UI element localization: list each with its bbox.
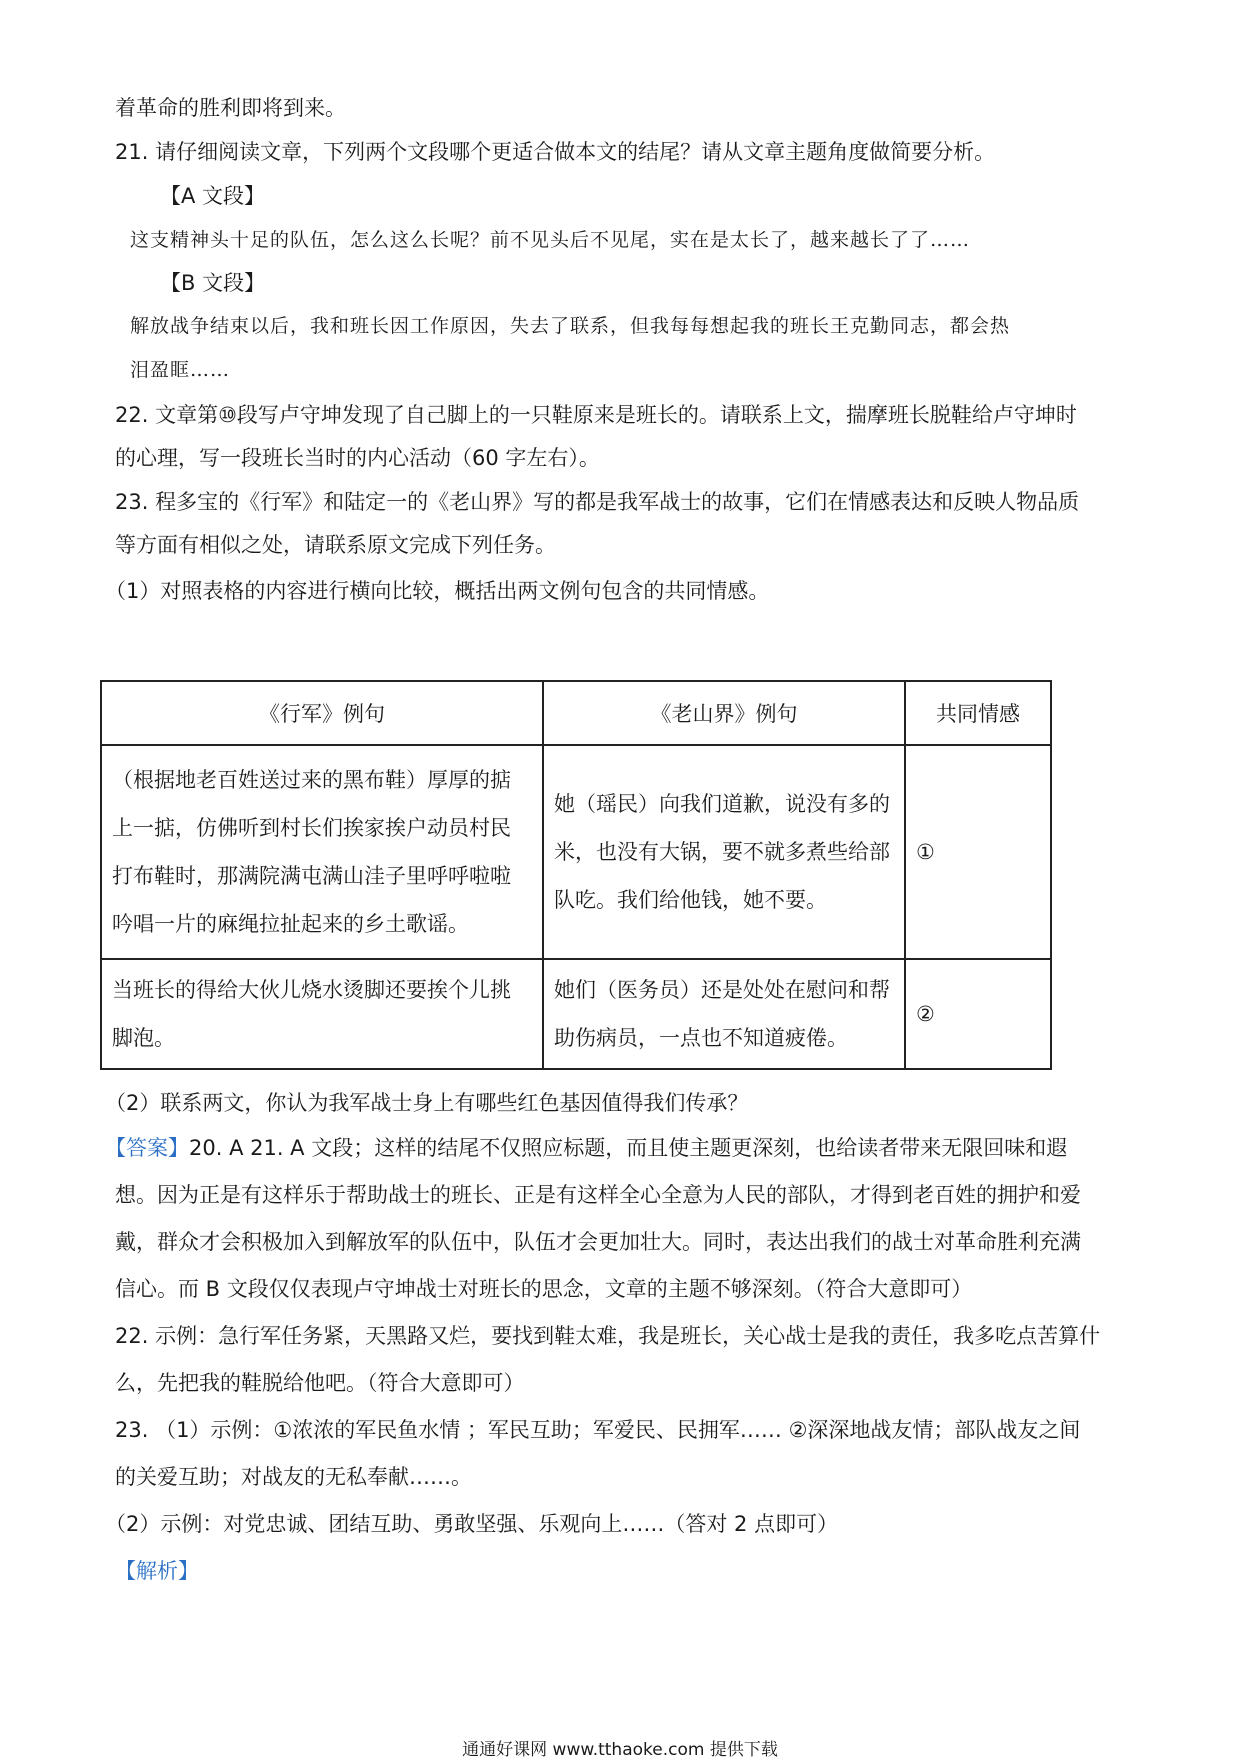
answer-line-2: 想。因为正是有这样乐于帮助战士的班长、正是有这样全心全意为人民的部队，才得到老百姓的拥护和爱 — [115, 1183, 1081, 1207]
question-23-sub-2: （2）联系两文，你认为我军战士身上有哪些红色基因值得我们传承？ — [105, 1091, 749, 1115]
cell-line: 她们（医务员）还是处处在慰问和帮 — [554, 978, 890, 1002]
answer-23-line-3: （2）示例：对党忠诚、团结互助、勇敢坚强、乐观向上……（答对 2 点即可） — [105, 1512, 839, 1536]
cell-line: 脚泡。 — [112, 1026, 175, 1050]
question-23-sub-1: （1）对照表格的内容进行横向比较，概括出两文例句包含的共同情感。 — [105, 579, 770, 603]
answer-line-3: 戴，群众才会积极加入到解放军的队伍中，队伍才会更加壮大。同时，表达出我们的战士对革命胜利充满 — [115, 1230, 1081, 1254]
b-passage-text-1: 解放战争结束以后，我和班长因工作原因，失去了联系，但我每每想起我的班长王克勤同志，都会热 — [130, 315, 1011, 337]
paragraph-line: 着革命的胜利即将到来。 — [115, 96, 346, 120]
table-header-row — [101, 681, 1051, 745]
answer-text: 20. A 21. A 文段；这样的结尾不仅照应标题，而且使主题更深刻，也给读者带来无限回味和遐 — [189, 1136, 1068, 1160]
answer-22-line-1: 22. 示例：急行军任务紧，天黑路又烂，要找到鞋太难，我是班长，关心战士是我的责任，我多吃点苦算什 — [115, 1324, 1101, 1348]
comparison-table — [100, 680, 1052, 1070]
answer-line-1 — [105, 1138, 1067, 1159]
cell-line: 米，也没有大锅，要不就多煮些给部 — [554, 840, 890, 864]
table-cell — [101, 745, 543, 959]
question-22-line-1: 22. 文章第⑩段写卢守坤发现了自己脚上的一只鞋原来是班长的。请联系上文，揣摩班长脱鞋给卢守坤时 — [115, 403, 1077, 427]
table-header-cell: 《老山界》例句 — [543, 681, 905, 745]
cell-line: 她（瑶民）向我们道歉，说没有多的 — [554, 792, 890, 816]
question-23-line-2: 等方面有相似之处，请联系原文完成下列任务。 — [115, 533, 556, 557]
cell-line: 吟唱一片的麻绳拉扯起来的乡土歌谣。 — [112, 912, 469, 936]
cell-line: 助伤病员，一点也不知道疲倦。 — [554, 1026, 848, 1050]
footer-watermark: 通通好课网 www.tthaoke.com 提供下载 — [462, 1740, 778, 1760]
table-cell: ② — [905, 959, 1051, 1069]
question-23-line-1: 23. 程多宝的《行军》和陆定一的《老山界》写的都是我军战士的故事，它们在情感表达和反映人物品质 — [115, 490, 1080, 514]
table-header-cell: 《行军》例句 — [101, 681, 543, 745]
table-cell — [543, 745, 905, 959]
table-cell — [543, 959, 905, 1069]
table-row — [101, 745, 1051, 959]
table-header-cell: 共同情感 — [905, 681, 1051, 745]
table-cell: ① — [905, 745, 1051, 959]
question-21: 21. 请仔细阅读文章，下列两个文段哪个更适合做本文的结尾？请从文章主题角度做简要分析。 — [115, 140, 996, 164]
b-passage-label: 【B 文段】 — [160, 271, 266, 295]
answer-23-line-2: 的关爱互助；对战友的无私奉献……。 — [115, 1465, 472, 1489]
a-passage-label: 【A 文段】 — [160, 184, 266, 208]
answer-label: 【答案】 — [105, 1136, 189, 1160]
cell-line: 打布鞋时，那满院满屯满山洼子里呼呼啦啦 — [112, 864, 511, 888]
answer-22-line-2: 么，先把我的鞋脱给他吧。（符合大意即可） — [115, 1371, 525, 1395]
cell-line: 队吃。我们给他钱，她不要。 — [554, 888, 827, 912]
question-22-line-2: 的心理，写一段班长当时的内心活动（60 字左右）。 — [115, 446, 600, 470]
cell-line: 当班长的得给大伙儿烧水烫脚还要挨个儿挑 — [112, 978, 511, 1002]
answer-23-line-1: 23. （1）示例：①浓浓的军民鱼水情 ；军民互助；军爱民、民拥军…… ②深深地战友情；部队战友之间 — [115, 1418, 1081, 1442]
cell-line: 上一掂，仿佛听到村长们挨家挨户动员村民 — [112, 816, 511, 840]
table-row — [101, 959, 1051, 1069]
a-passage-text: 这支精神头十足的队伍，怎么这么长呢？前不见头后不见尾，实在是太长了，越来越长了了…… — [130, 229, 971, 251]
analysis-label: 【解析】 — [115, 1559, 199, 1583]
table-cell — [101, 959, 543, 1069]
answer-line-4: 信心。而 B 文段仅仅表现卢守坤战士对班长的思念，文章的主题不够深刻。（符合大意即可） — [115, 1277, 973, 1301]
b-passage-text-2: 泪盈眶…… — [130, 359, 231, 381]
cell-line: （根据地老百姓送过来的黑布鞋）厚厚的掂 — [112, 768, 511, 792]
